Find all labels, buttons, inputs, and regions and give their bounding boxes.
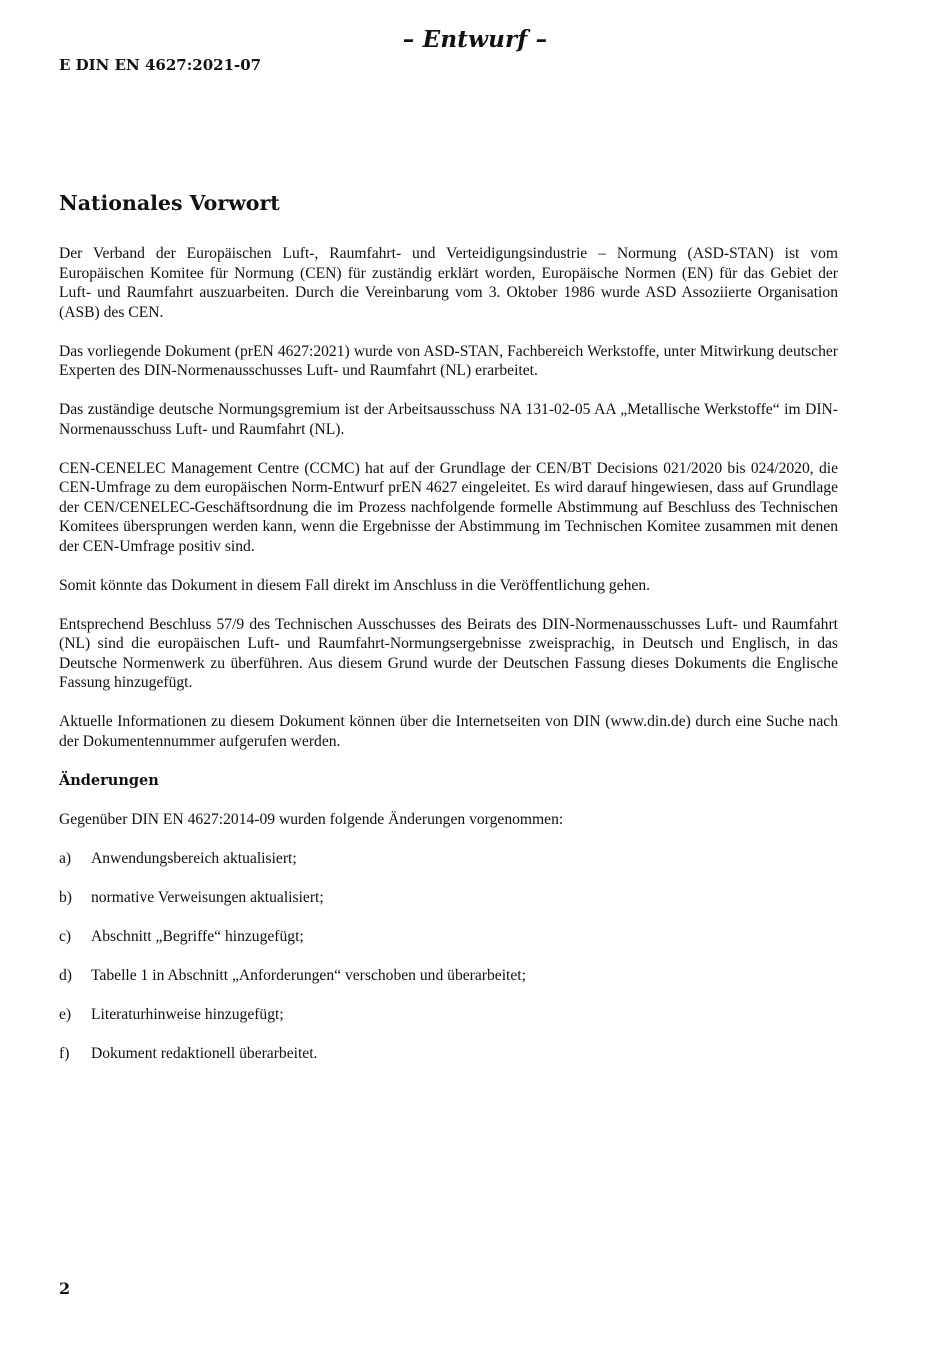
list-item: [59, 1044, 838, 1064]
list-item-text: Literaturhinweise hinzugefügt;: [91, 1005, 284, 1023]
list-item: [59, 888, 838, 908]
list-marker: e): [59, 1005, 72, 1023]
list-item: [59, 927, 838, 947]
paragraph-ccmc-enquiry: CEN-CENELEC Management Centre (CCMC) hat auf der Grundlage der CEN/BT Decisions 021/2020 bis 024/2020, die CEN-Umfrage zu dem europäischen Norm-Entwurf prEN 4627 eingeleitet. Es wird darauf hingewiesen, dass auf Grundlage der CEN/CENELEC-Geschäftsordnung die im Prozess nachfolgende formelle Abstimmung auf Beschluss des Technischen Komitees übersprungen werden kann, wenn die Ergebnisse der Abstimmung im Technischen Komitee zusammen mit denen der CEN-Umfrage positiv sind.: [59, 459, 838, 555]
list-marker: c): [59, 927, 72, 945]
list-item: [59, 1005, 838, 1025]
list-item-text: Tabelle 1 in Abschnitt „Anforderungen“ verschoben und überarbeitet;: [91, 966, 526, 984]
list-item-text: normative Verweisungen aktualisiert;: [91, 888, 324, 906]
paragraph-information: Aktuelle Informationen zu diesem Dokument können über die Internetseiten von DIN (www.din.de) durch eine Suche nach der Dokumentennummer aufgerufen werden.: [59, 713, 838, 750]
changes-list: [59, 849, 838, 1064]
paragraph-publication: Somit könnte das Dokument in diesem Fall direkt im Anschluss in die Veröffentlichung gehen.: [59, 576, 651, 594]
section-title: Nationales Vorwort: [59, 191, 280, 215]
main-content: [59, 189, 838, 1083]
list-marker: d): [59, 966, 72, 984]
list-marker: b): [59, 888, 72, 906]
list-marker: a): [59, 849, 72, 867]
page-number: 2: [59, 1279, 71, 1298]
paragraph-document-origin: Das vorliegende Dokument (prEN 4627:2021) wurde von ASD-STAN, Fachbereich Werkstoffe, unter Mitwirkung deutscher Experten des DIN-Normenausschusses Luft- und Raumfahrt (NL) erarbeitet.: [59, 342, 838, 379]
changes-intro: Gegenüber DIN EN 4627:2014-09 wurden folgende Änderungen vorgenommen:: [59, 810, 564, 828]
list-item-text: Abschnitt „Begriffe“ hinzugefügt;: [91, 927, 304, 945]
list-marker: f): [59, 1044, 70, 1062]
draft-watermark-title: – Entwurf –: [402, 26, 548, 53]
paragraph-asd-stan: Der Verband der Europäischen Luft-, Raumfahrt- und Verteidigungsindustrie – Normung (ASD-STAN) ist vom Europäischen Komitee für Normung (CEN) für zuständig erklärt worden, Europäische Normen (EN) für das Gebiet der Luft- und Raumfahrt auszuarbeiten. Durch die Vereinbarung vom 3. Oktober 1986 wurde ASD Assoziierte Organisation (ASB) des CEN.: [59, 245, 838, 321]
paragraph-responsible-committee: Das zuständige deutsche Normungsgremium ist der Arbeitsausschuss NA 131-02-05 AA „Metallische Werkstoffe“ im DIN-Normenausschuss Luft- und Raumfahrt (NL).: [59, 401, 838, 438]
list-item: [59, 849, 838, 869]
changes-heading: Änderungen: [59, 771, 159, 789]
list-item-text: Dokument redaktionell überarbeitet.: [91, 1044, 318, 1062]
paragraph-bilingual: Entsprechend Beschluss 57/9 des Technischen Ausschusses des Beirats des DIN-Normenausschusses Luft- und Raumfahrt (NL) sind die europäischen Luft- und Raumfahrt-Normungsergebnisse zweisprachig, in Deutsch und Englisch, in das Deutsche Normenwerk zu überführen. Aus diesem Grund wurde der Deutschen Fassung dieses Dokuments die Englische Fassung hinzugefügt.: [59, 615, 838, 691]
document-id: E DIN EN 4627:2021-07: [59, 56, 262, 74]
list-item-text: Anwendungsbereich aktualisiert;: [91, 849, 297, 867]
list-item: [59, 966, 838, 986]
